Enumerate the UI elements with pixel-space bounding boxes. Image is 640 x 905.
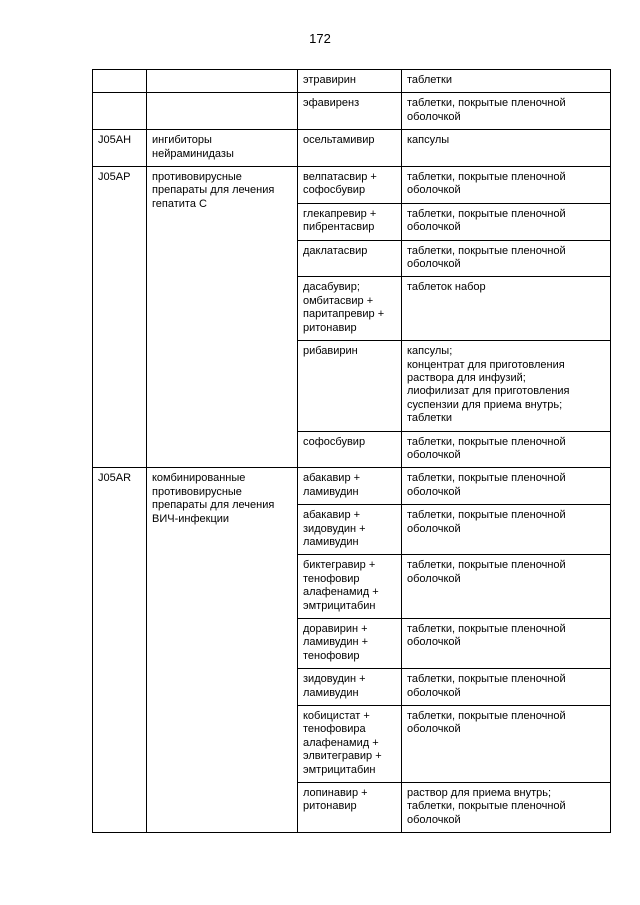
table-row	[93, 93, 611, 130]
drug-cell: лопинавир + ритонавир	[298, 783, 402, 833]
dosage-form-cell: таблетки, покрытые пленочной оболочкой	[402, 240, 611, 277]
group-cell	[147, 93, 298, 130]
dosage-form-cell: капсулы	[402, 130, 611, 167]
dosage-form-cell: таблеток набор	[402, 277, 611, 341]
dosage-form-cell: таблетки, покрытые пленочной оболочкой	[402, 93, 611, 130]
group-cell	[147, 70, 298, 93]
drug-cell: глекапревир + пибрентасвир	[298, 203, 402, 240]
dosage-form-cell: раствор для приема внутрь; таблетки, покрытые пленочной оболочкой	[402, 783, 611, 833]
table-row	[93, 167, 611, 204]
table-row	[93, 70, 611, 93]
drug-cell: дасабувир; омбитасвир + паритапревир + ритонавир	[298, 277, 402, 341]
group-cell: комбинированные противовирусные препараты для лечения ВИЧ-инфекции	[147, 468, 298, 833]
atc-code-cell	[93, 93, 147, 130]
page-number: 172	[309, 31, 331, 46]
atc-code-cell: J05AP	[93, 167, 147, 468]
dosage-form-cell: таблетки, покрытые пленочной оболочкой	[402, 505, 611, 555]
dosage-form-cell: таблетки, покрытые пленочной оболочкой	[402, 468, 611, 505]
drug-cell: зидовудин + ламивудин	[298, 669, 402, 706]
table-row	[93, 468, 611, 505]
dosage-form-cell: таблетки, покрытые пленочной оболочкой	[402, 706, 611, 783]
drug-cell: биктегравир + тенофовир алафенамид + эмтрицитабин	[298, 555, 402, 619]
drug-cell: рибавирин	[298, 341, 402, 431]
dosage-form-cell: таблетки, покрытые пленочной оболочкой	[402, 203, 611, 240]
drug-cell: кобицистат + тенофовира алафенамид + элвитегравир + эмтрицитабин	[298, 706, 402, 783]
drug-cell: софосбувир	[298, 431, 402, 468]
dosage-form-cell: таблетки, покрытые пленочной оболочкой	[402, 167, 611, 204]
drug-cell: абакавир + ламивудин	[298, 468, 402, 505]
table-row	[93, 130, 611, 167]
drug-cell: эфавиренз	[298, 93, 402, 130]
drug-cell: доравирин + ламивудин + тенофовир	[298, 619, 402, 669]
drug-cell: абакавир + зидовудин + ламивудин	[298, 505, 402, 555]
atc-code-cell: J05AR	[93, 468, 147, 833]
group-cell: ингибиторы нейраминидазы	[147, 130, 298, 167]
atc-code-cell: J05AH	[93, 130, 147, 167]
dosage-form-cell: таблетки	[402, 70, 611, 93]
drug-table	[92, 69, 611, 833]
dosage-form-cell: таблетки, покрытые пленочной оболочкой	[402, 619, 611, 669]
drug-cell: велпатасвир + софосбувир	[298, 167, 402, 204]
dosage-form-cell: капсулы; концентрат для приготовления раствора для инфузий; лиофилизат для приготовления суспензии для приема внутрь; таблетки	[402, 341, 611, 431]
drug-cell: этравирин	[298, 70, 402, 93]
group-cell: противовирусные препараты для лечения гепатита C	[147, 167, 298, 468]
dosage-form-cell: таблетки, покрытые пленочной оболочкой	[402, 431, 611, 468]
dosage-form-cell: таблетки, покрытые пленочной оболочкой	[402, 555, 611, 619]
drug-cell: осельтамивир	[298, 130, 402, 167]
drug-cell: даклатасвир	[298, 240, 402, 277]
atc-code-cell	[93, 70, 147, 93]
dosage-form-cell: таблетки, покрытые пленочной оболочкой	[402, 669, 611, 706]
